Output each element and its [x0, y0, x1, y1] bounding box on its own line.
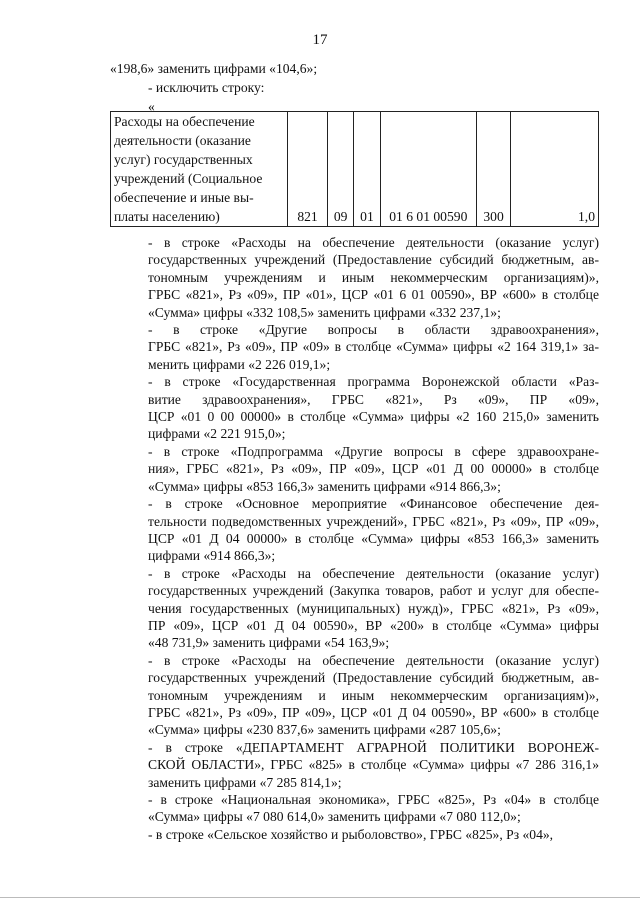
paragraph-line: «Сумма» цифры «7 080 614,0» заменить цифрами «7 080 112,0»; — [148, 809, 521, 825]
paragraph-line: - в строке «Подпрограмма «Другие вопросы в сфере здравоохране- — [148, 443, 599, 459]
paragraph-line: - в строке «Национальная экономика», ГРБС «825», Рз «04» в столбце — [148, 792, 599, 807]
amendments-body — [110, 234, 599, 843]
amendment-paragraph — [110, 443, 599, 495]
opening-quote: « — [148, 99, 155, 114]
amendment-paragraph — [110, 826, 599, 843]
pr-cell: 01 — [354, 112, 380, 227]
paragraph-line: - в строке «Другие вопросы в области здравоохранения», — [148, 322, 599, 338]
page-bottom-edge — [0, 897, 640, 898]
paragraph-line: «Сумма» цифры «230 837,6» заменить цифрами «287 105,6»; — [148, 722, 501, 738]
paragraph-line: государственных учреждений (Закупка товаров, работ и услуг для обеспе- — [148, 583, 599, 599]
paragraph-line: заменить цифрами «7 285 814,1»; — [148, 774, 342, 790]
paragraph-line: цифрами «914 866,3»; — [148, 548, 276, 564]
paragraph-line: - в строке «Основное мероприятие «Финансовое обеспечение дея- — [148, 496, 599, 512]
vr-cell: 300 — [476, 112, 510, 227]
row-name-line: платы населению) — [114, 209, 220, 224]
paragraph-line: чения государственных (муниципальных) нужд)», ГРБС «821», Рз «09», — [148, 600, 599, 616]
paragraph-line: - в строке «Сельское хозяйство и рыболовство», ГРБС «825», Рз «04», — [148, 826, 554, 842]
paragraph-line: - в строке «Государственная программа Воронежской области «Раз- — [148, 374, 599, 390]
paragraph-line: - в строке «ДЕПАРТАМЕНТ АГРАРНОЙ ПОЛИТИКИ ВОРОНЕЖ- — [148, 739, 599, 755]
row-name-line: учреждений (Социальное — [114, 171, 263, 186]
csr-cell: 01 6 01 00590 — [380, 112, 476, 227]
paragraph-line: витие здравоохранения», ГРБС «821», Рз «09», ПР «09», — [148, 391, 599, 407]
paragraph-line: ния», ГРБС «821», Рз «09», ПР «09», ЦСР «01 Д 00 00000» в столбце — [148, 461, 599, 477]
row-name-line: услуг) государственных — [114, 152, 253, 167]
row-name-cell — [111, 112, 288, 227]
page-number: 17 — [312, 32, 328, 48]
amendment-paragraph — [110, 565, 599, 652]
paragraph-line: ПР «09», ЦСР «01 Д 04 00590», ВР «200» в столбце «Сумма» цифры — [148, 617, 599, 633]
paragraph-line: менить цифрами «2 226 019,1»; — [148, 356, 331, 372]
row-name-line: обеспечение и иные вы- — [114, 190, 254, 205]
amendment-paragraph — [110, 791, 599, 826]
rz-cell: 09 — [327, 112, 353, 227]
row-name-line: деятельности (оказание — [114, 133, 251, 148]
amendment-paragraph — [110, 652, 599, 739]
row-name-line: Расходы на обеспечение — [114, 114, 255, 129]
paragraph-line: тономным учреждениям и иным некоммерческим организациям)», — [148, 269, 599, 285]
amendment-paragraph — [110, 373, 599, 443]
excluded-row-table — [110, 111, 599, 227]
paragraph-line: - в строке «Расходы на обеспечение деятельности (оказание услуг) — [148, 652, 599, 668]
paragraph-line: - в строке «Расходы на обеспечение деятельности (оказание услуг) — [148, 235, 599, 250]
grbs-cell: 821 — [288, 112, 328, 227]
paragraph-line: цифрами «2 221 915,0»; — [148, 426, 286, 442]
table-row — [111, 112, 599, 227]
sum-cell: 1,0 — [511, 112, 599, 227]
paragraph-line: государственных учреждений (Предоставление субсидий бюджетным, ав- — [148, 252, 599, 268]
paragraph-line: тономным учреждениям и иным некоммерческим организациям)», — [148, 687, 599, 703]
paragraph-line: ГРБС «821», Рз «09», ПР «01», ЦСР «01 6 01 00590», ВР «600» в столбце — [148, 287, 599, 303]
intro-line-exclude: - исключить строку: — [148, 80, 265, 95]
paragraph-line: «48 731,9» заменить цифрами «54 163,9»; — [148, 635, 390, 651]
paragraph-line: ЦСР «01 0 00 00000» в столбце «Сумма» цифры «2 160 215,0» заменить — [148, 409, 599, 425]
paragraph-line: ЦСР «01 Д 04 00000» в столбце «Сумма» цифры «853 166,3» заменить — [148, 530, 599, 546]
paragraph-line: ГРБС «821», Рз «09», ПР «09», ЦСР «01 Д 04 00590», ВР «600» в столбце — [148, 704, 599, 720]
amendment-paragraph — [110, 495, 599, 565]
paragraph-line: государственных учреждений (Предоставление субсидий бюджетным, ав- — [148, 670, 599, 686]
intro-line-replace: «198,6» заменить цифрами «104,6»; — [110, 61, 318, 76]
paragraph-line: «Сумма» цифры «332 108,5» заменить цифрами «332 237,1»; — [148, 304, 501, 320]
paragraph-line: ГРБС «821», Рз «09», ПР «09» в столбце «Сумма» цифры «2 164 319,1» за- — [148, 339, 599, 355]
amendment-paragraph — [110, 321, 599, 373]
paragraph-line: СКОЙ ОБЛАСТИ», ГРБС «825» в столбце «Сумма» цифры «7 286 316,1» — [148, 757, 599, 773]
amendment-paragraph — [110, 234, 599, 321]
paragraph-line: «Сумма» цифры «853 166,3» заменить цифрами «914 866,3»; — [148, 478, 501, 494]
paragraph-line: - в строке «Расходы на обеспечение деятельности (оказание услуг) — [148, 565, 599, 581]
paragraph-line: тельности подведомственных учреждений», ГРБС «821», Рз «09», ПР «09», — [148, 513, 599, 529]
amendment-paragraph — [110, 739, 599, 791]
intro-block — [110, 59, 610, 116]
